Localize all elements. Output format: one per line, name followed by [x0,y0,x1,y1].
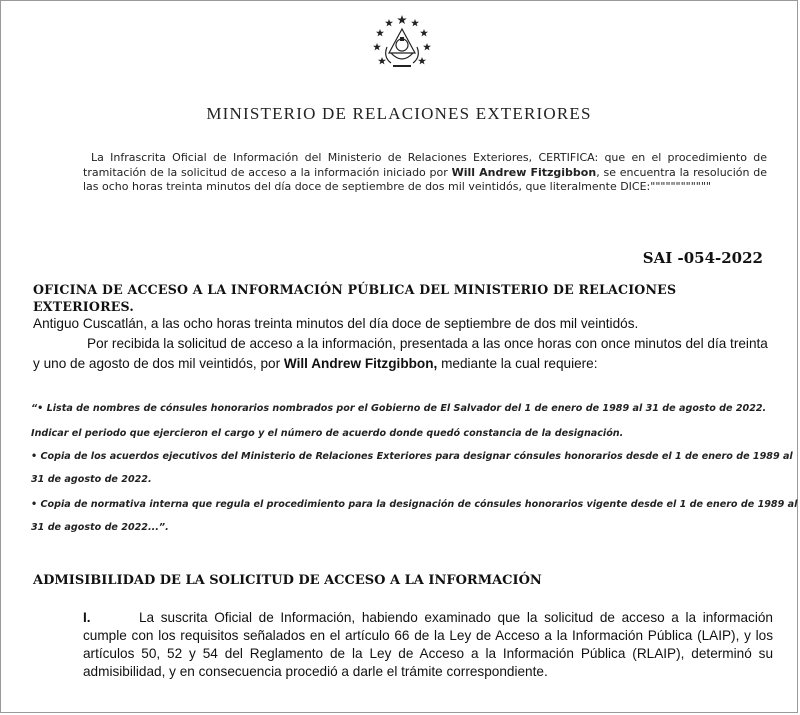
quote-line: “• Lista de nombres de cónsules honorarios nombrados por el Gobierno de El Salvador del 1 de enero de 1989 al 31 de agosto de 2022. [31,403,767,414]
received-paragraph [33,334,773,374]
certification-paragraph [83,151,767,195]
coat-of-arms-seal-icon [367,7,437,77]
quote-line: • Copia de normativa interna que regula el procedimiento para la designación de cónsules honorarios vigente desde el 1 de enero de 1989 al [31,499,798,510]
certification-text-before: La Infrascrita Oficial de Información del Ministerio de Relaciones Exteriores, CERTIFICA: que en el procedimiento de tramitación de la solicitud de acceso a la información iniciado por [83,151,767,179]
item-text: La suscrita Oficial de Información, habiendo examinado que la solicitud de acceso a la información cumple con los requisitos señalados en el artículo 66 de la Ley de Acceso a la Información Pública (LAIP), y los artículos 50, 52 y 54 del Reglamento de la Ley de Acceso a la Información Pública (RLAIP), determinó su admisibilidad, y en consecuencia procedió a darle el trámite correspondiente. [83,610,773,679]
certification-text-after: , se encuentra la resolución de las ocho horas treinta minutos del día doce de septiembre de dos mil veintidós, que literalmente DICE:"""""""""""" [83,165,767,193]
requester-name: Will Andrew Fitzgibbon [451,165,597,179]
received-requester-name: Will Andrew Fitzgibbon, [283,356,438,371]
place-date: Antiguo Cuscatlán, a las ocho horas treinta minutos del día doce de septiembre de dos mil veintidós. [33,316,639,331]
quote-line: Indicar el periodo que ejercieron el cargo y el número de acuerdo donde quedó constancia de la designación. [31,428,624,439]
item-number: I. [83,610,91,625]
received-text-before: Por recibida la solicitud de acceso a la información, presentada a las once horas con once minutos del día treinta y uno de agosto de dos mil veintidós, por [33,336,768,371]
section-item [83,609,773,681]
section-heading: ADMISIBILIDAD DE LA SOLICITUD DE ACCESO A LA INFORMACIÓN [33,573,542,588]
office-heading: OFICINA DE ACCESO A LA INFORMACIÓN PÚBLICA DEL MINISTERIO DE RELACIONES EXTERIORES. [33,282,677,314]
reference-number: SAI -054-2022 [642,249,763,267]
quote-line: • Copia de los acuerdos ejecutivos del Ministerio de Relaciones Exteriores para designar cónsules honorarios desde el 1 de enero de 1989 al [31,451,793,462]
ministry-name: MINISTERIO DE RELACIONES EXTERIORES [206,104,592,123]
quote-line: 31 de agosto de 2022...”. [31,522,169,533]
quote-line: 31 de agosto de 2022. [31,474,152,485]
office-block [33,281,773,332]
received-text-after: mediante la cual requiere: [437,356,598,371]
